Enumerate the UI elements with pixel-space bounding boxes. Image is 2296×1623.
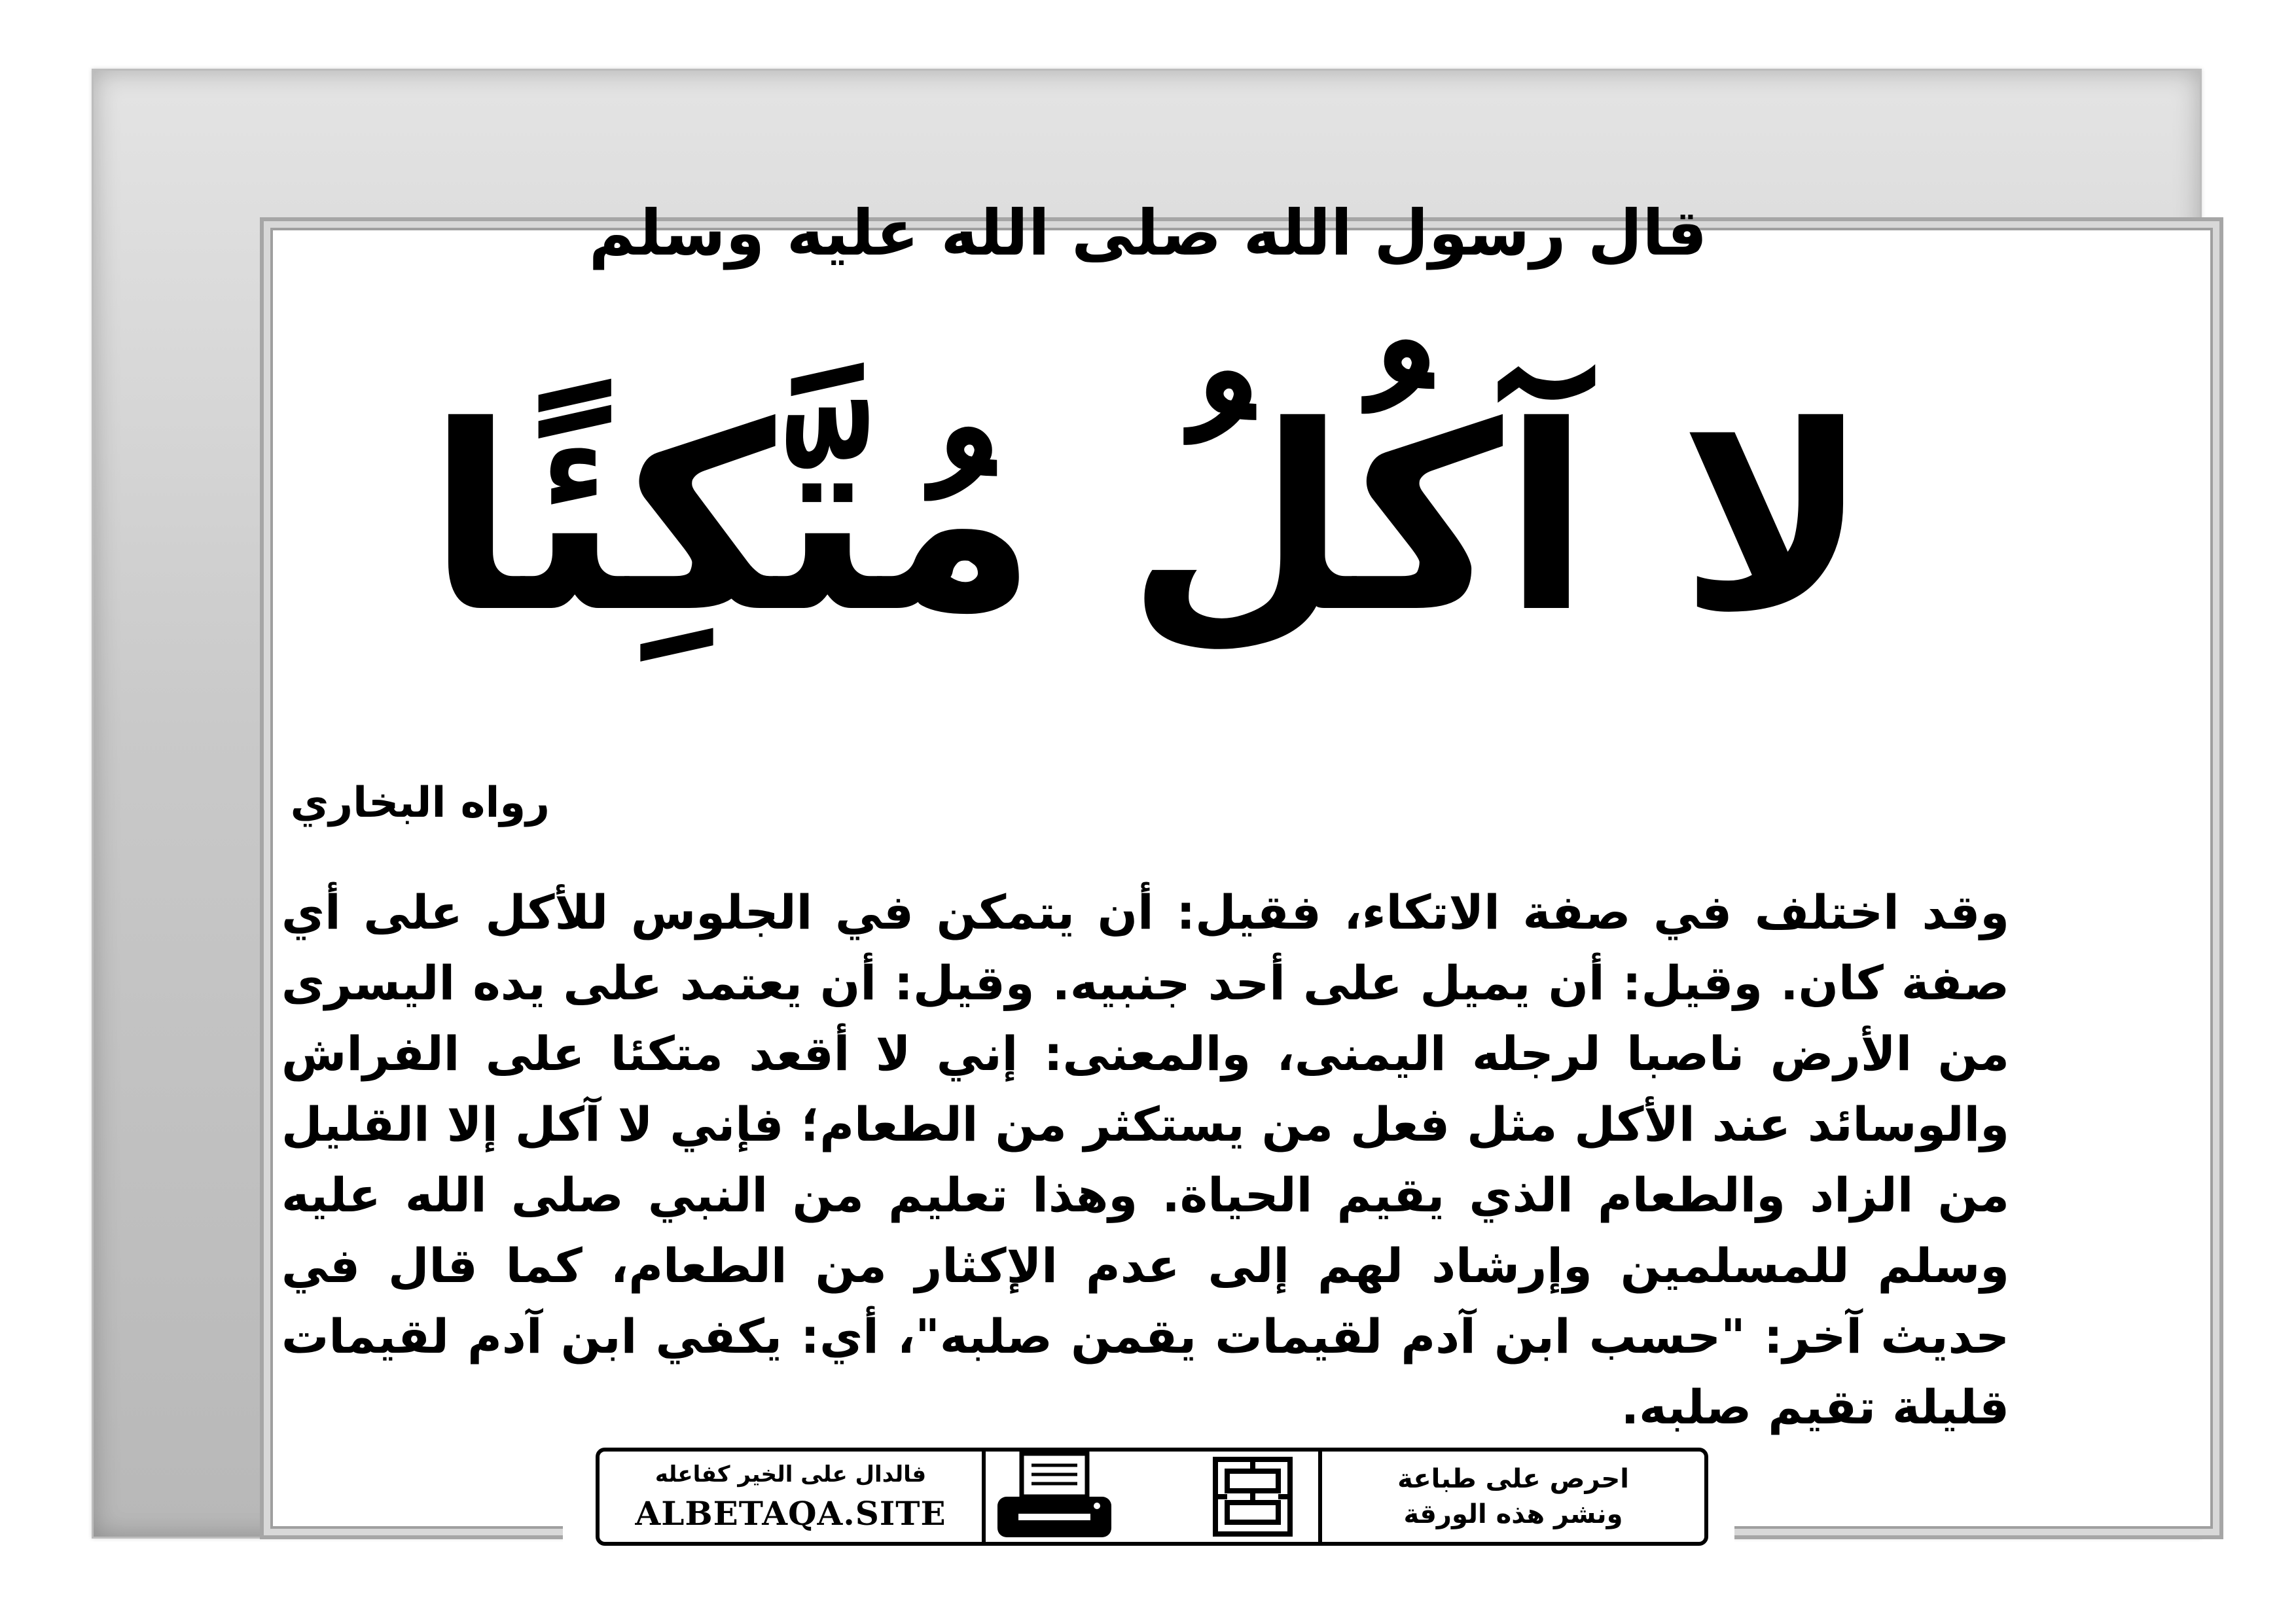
- footer-website: [600, 1452, 986, 1542]
- print-reminder-line-2: ونشر هذه الورقة: [1403, 1499, 1623, 1529]
- dawah-paper-logo-icon: [1187, 1452, 1318, 1542]
- hadith-title: لا آكُلُ مُتَّكِئًا: [427, 371, 1869, 668]
- hadith-intro: قال رسول الله صلى الله عليه وسلم: [588, 196, 1708, 270]
- hadith-source: رواه البخاري: [290, 779, 550, 827]
- printer-icon: [986, 1452, 1123, 1542]
- footer-print-reminder: [1318, 1452, 1704, 1542]
- footer-site-link[interactable]: ALBETAQA.SITE: [635, 1493, 946, 1533]
- explanation-paragraph: وقد اختلف في صفة الاتكاء، فقيل: أن يتمكن في الجلوس للأكل على أي صفة كان. وقيل: أن يميل على أحد جنبيه. وقيل: أن يعتمد على يده اليسرى من الأرض ناصبا لرجله اليمنى، والمعنى: إني لا أقعد متكئا على الفراش والوسائد عند الأكل مثل فعل من يستكثر من الطعام؛ فإني لا آكل إلا القليل من الزاد والطعام الذي يقيم الحياة. وهذا تعليم من النبي صلى الله عليه وسلم للمسلمين وإرشاد لهم إلى عدم الإكثار من الطعام، كما قال في حديث آخر: "حسب ابن آدم لقيمات يقمن صلبه"، أي: يكفي ابن آدم لقيمات قليلة تقيم صلبه.: [281, 885, 2009, 1435]
- footer-banner: [596, 1448, 1708, 1546]
- footer-motto: فالدال على الخير كفاعله: [655, 1461, 927, 1488]
- print-reminder-line-1: احرص على طباعة: [1397, 1464, 1629, 1494]
